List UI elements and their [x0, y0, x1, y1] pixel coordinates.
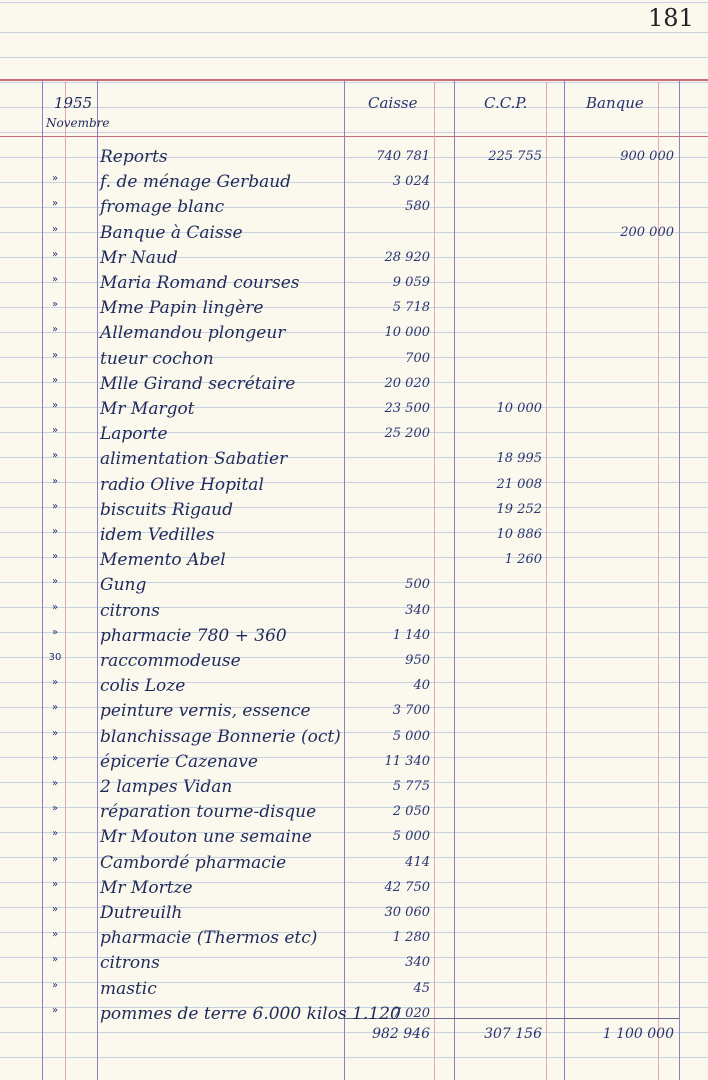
entry-caisse-amount: 28 920: [384, 249, 430, 265]
entry-caisse-amount: 340: [405, 955, 430, 971]
entry-caisse-amount: 7 020: [392, 1005, 430, 1021]
entry-description: mastic: [100, 978, 157, 999]
ledger-row: [0, 373, 708, 398]
red-rule-header: [0, 136, 708, 137]
entry-caisse-amount: 950: [405, 653, 430, 668]
entry-caisse-amount: 5 000: [392, 829, 430, 845]
entry-description: Mr Mouton une semaine: [100, 827, 312, 848]
ledger-row: [0, 524, 708, 549]
ledger-row: [0, 549, 708, 574]
ledger-row: [0, 171, 708, 196]
entry-caisse-amount: 5 718: [392, 300, 430, 316]
entry-description: radio Olive Hopital: [100, 474, 264, 495]
ledger-row: [0, 927, 708, 952]
entry-caisse-amount: 25 200: [384, 426, 430, 442]
entry-caisse-amount: 30 060: [384, 905, 430, 920]
column-header-banque: Banque: [586, 94, 644, 112]
entry-caisse-amount: 740 781: [376, 149, 430, 164]
date-mark: »: [51, 752, 59, 764]
total-caisse: 982 946: [372, 1026, 430, 1042]
ledger-row: [0, 574, 708, 599]
entry-description: citrons: [100, 953, 160, 974]
entry-description: Dutreuilh: [100, 903, 183, 923]
column-header-caisse: Caisse: [368, 94, 418, 112]
entry-caisse-amount: 500: [405, 577, 430, 593]
entry-description: Banque à Caisse: [100, 222, 243, 243]
ledger-row: [0, 852, 708, 877]
date-mark: »: [51, 576, 59, 588]
entry-caisse-amount: 414: [405, 854, 430, 870]
total-ccp: 307 156: [484, 1026, 542, 1042]
entry-caisse-amount: 23 500: [384, 401, 430, 416]
entry-banque-amount: 200 000: [620, 224, 674, 240]
ledger-row: [0, 423, 708, 448]
entry-ccp-amount: 225 755: [488, 149, 542, 164]
page-number: 181: [648, 4, 694, 32]
entry-ccp-amount: 21 008: [496, 476, 542, 492]
entry-ccp-amount: 19 252: [496, 501, 542, 517]
date-mark: 30: [48, 652, 62, 663]
ledger-row: [0, 398, 708, 423]
date-mark: »: [51, 551, 59, 563]
date-mark: »: [51, 878, 59, 890]
entry-description: Mlle Girand secrétaire: [100, 373, 296, 394]
entry-caisse-amount: 2 050: [392, 804, 430, 820]
ledger-row: [0, 700, 708, 725]
ledger-row: [0, 297, 708, 322]
ledger-row: [0, 322, 708, 347]
entry-description: Reports: [100, 147, 168, 167]
entry-caisse-amount: 45: [413, 980, 430, 996]
date-mark: »: [51, 500, 59, 512]
date-mark: »: [51, 374, 59, 386]
entry-description: fromage blanc: [100, 197, 225, 218]
date-mark: »: [51, 349, 59, 361]
date-mark: »: [51, 425, 59, 437]
entry-description: 2 lampes Vidan: [100, 777, 233, 797]
entry-caisse-amount: 9 059: [392, 275, 430, 290]
ledger-row: [0, 247, 708, 272]
date-mark: »: [51, 475, 59, 487]
entry-description: pommes de terre 6.000 kilos 1.120: [100, 1003, 401, 1024]
entry-banque-amount: 900 000: [620, 149, 674, 164]
ledger-row: [0, 826, 708, 851]
ledger-row: [0, 1003, 708, 1028]
entry-caisse-amount: 340: [405, 602, 430, 618]
entry-caisse-amount: 5 775: [392, 779, 430, 794]
entry-caisse-amount: 42 750: [384, 879, 430, 895]
entry-caisse-amount: 10 000: [384, 325, 430, 341]
entry-description: Cambordé pharmacie: [100, 852, 287, 873]
ledger-row: [0, 146, 708, 171]
entry-description: pharmacie (Thermos etc): [100, 928, 318, 949]
date-mark: »: [51, 223, 59, 235]
date-mark: »: [51, 778, 59, 789]
ledger-row: [0, 801, 708, 826]
entry-description: blanchissage Bonnerie (oct): [100, 726, 341, 747]
entry-description: citrons: [100, 600, 160, 621]
date-mark: »: [51, 450, 59, 462]
date-mark: »: [51, 173, 59, 185]
date-mark: »: [51, 198, 59, 210]
entry-description: Mr Mortze: [100, 877, 193, 898]
entry-caisse-amount: 1 280: [392, 930, 430, 946]
date-mark: »: [51, 929, 59, 941]
column-header-ccp: C.C.P.: [484, 94, 528, 112]
date-mark: »: [51, 626, 59, 638]
entry-caisse-amount: 580: [405, 199, 430, 215]
ledger-row: [0, 902, 708, 927]
date-mark: »: [51, 853, 59, 865]
ledger-row: [0, 474, 708, 499]
entry-caisse-amount: 20 020: [384, 375, 430, 391]
ledger-row: [0, 196, 708, 221]
red-rule-top: [0, 79, 708, 81]
ledger-row: [0, 600, 708, 625]
entry-description: biscuits Rigaud: [100, 499, 233, 520]
header-month: Novembre: [46, 116, 110, 130]
date-mark: »: [51, 828, 59, 840]
ledger-row: [0, 726, 708, 751]
entry-description: Gung: [100, 575, 147, 596]
ledger-row: [0, 877, 708, 902]
entry-ccp-amount: 10 886: [496, 527, 542, 542]
total-banque: 1 100 000: [602, 1026, 674, 1042]
ledger-row: [0, 272, 708, 297]
date-mark: »: [51, 677, 59, 689]
ledger-row: [0, 448, 708, 473]
date-mark: »: [51, 274, 59, 285]
date-mark: »: [51, 803, 59, 815]
entry-description: idem Vedilles: [100, 525, 215, 545]
entry-description: épicerie Cazenave: [100, 751, 258, 772]
date-mark: »: [51, 702, 59, 714]
entry-description: alimentation Sabatier: [100, 449, 288, 470]
date-mark: »: [51, 526, 59, 537]
entry-description: raccommodeuse: [100, 651, 241, 671]
entry-caisse-amount: 700: [405, 350, 430, 366]
ledger-row: [0, 675, 708, 700]
header-year: 1955: [54, 94, 93, 112]
entry-description: Memento Abel: [100, 550, 226, 571]
entry-description: Laporte: [100, 424, 168, 445]
ledger-row: [0, 650, 708, 675]
entry-ccp-amount: 10 000: [496, 401, 542, 416]
ledger-row: [0, 952, 708, 977]
entry-description: f. de ménage Gerbaud: [100, 172, 292, 193]
date-mark: »: [51, 324, 59, 336]
entry-caisse-amount: 3 700: [392, 703, 430, 719]
date-mark: »: [51, 954, 59, 966]
totals-row: [0, 1026, 708, 1050]
entry-description: Mme Papin lingère: [100, 298, 264, 319]
entry-description: Mr Margot: [100, 399, 195, 419]
entry-description: pharmacie 780 + 360: [100, 625, 287, 646]
entry-description: Allemandou plongeur: [100, 323, 286, 344]
date-mark: »: [51, 299, 59, 311]
entry-description: colis Loze: [100, 676, 186, 697]
date-mark: »: [51, 979, 59, 991]
entry-ccp-amount: 18 995: [496, 451, 542, 467]
ledger-row: [0, 978, 708, 1003]
ledger-row: [0, 625, 708, 650]
ledger-row: [0, 348, 708, 373]
date-mark: »: [51, 1004, 59, 1016]
date-mark: »: [51, 248, 59, 260]
date-mark: »: [51, 400, 59, 411]
entry-caisse-amount: 11 340: [384, 753, 430, 769]
entry-description: peinture vernis, essence: [100, 701, 311, 722]
date-mark: »: [51, 727, 59, 739]
entry-caisse-amount: 40: [413, 678, 430, 694]
ledger-row: [0, 499, 708, 524]
ledger-row: [0, 776, 708, 801]
ledger-row: [0, 222, 708, 247]
date-mark: »: [51, 601, 59, 613]
entry-description: Mr Naud: [100, 247, 178, 268]
entry-description: tueur cochon: [100, 348, 214, 369]
entry-caisse-amount: 5 000: [392, 728, 430, 744]
ledger-row: [0, 751, 708, 776]
entry-description: Maria Romand courses: [100, 273, 300, 293]
entry-description: réparation tourne-disque: [100, 802, 317, 823]
entry-caisse-amount: 3 024: [392, 174, 430, 190]
entry-ccp-amount: 1 260: [504, 552, 542, 568]
date-mark: »: [51, 904, 59, 915]
entry-caisse-amount: 1 140: [392, 627, 430, 643]
